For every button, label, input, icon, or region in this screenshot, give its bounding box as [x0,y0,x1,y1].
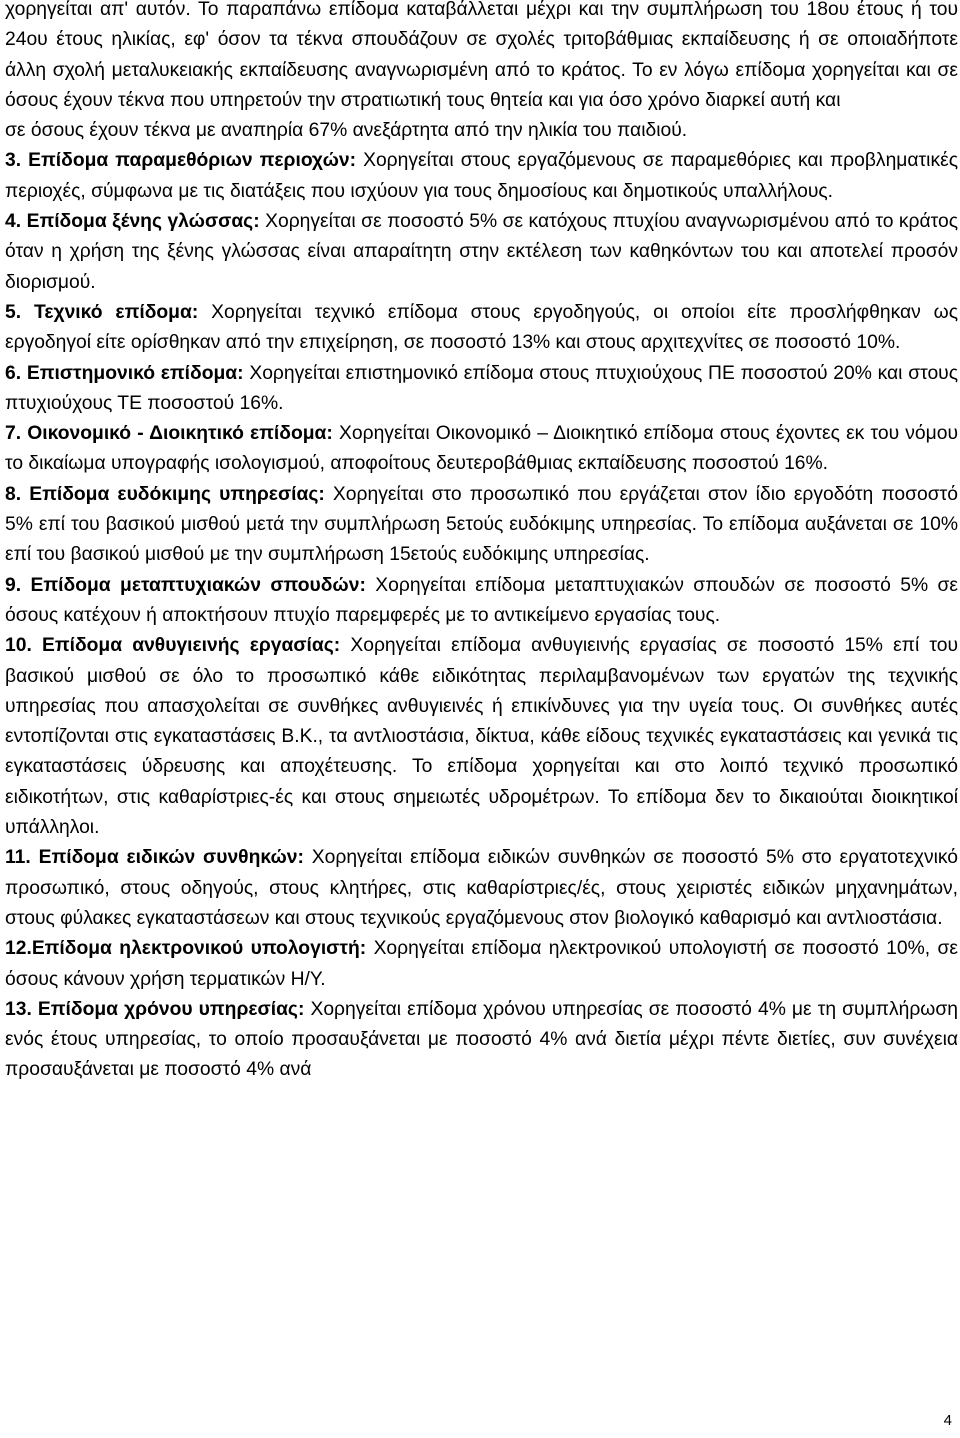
item-term: Επίδομα ξένης γλώσσας: [26,211,260,233]
item-term: Επίδομα ανθυγιεινής εργασίας: [41,635,341,657]
item-text: Χορηγείται Οικονομικό – Διοικητικό επίδομα στους έχοντες εκ του νόμου το δικαίωμα υπογραφής ισολογισμού, αποφοίτους δευτεροβάθμιας εκπαίδευσης ποσοστού 16%. [5,423,959,475]
allowance-item-8 [5,480,958,571]
intro-line: τέκνα που υπηρετούν την στρατιωτική τους θητεία και για όσο χρόνο διαρκεί αυτή και [118,89,841,111]
item-text: Χορηγείται επίδομα ανθυγιεινής εργασίας σε ποσοστό 15% επί του βασικού μισθού σε όλο το προσωπικό κάθε ειδικότητας περιλαμβανομένων των εργατών της τεχνικής υπηρεσίας που απασχολείται σε συνθήκες ανθυγιεινές ή επικίνδυνες για την υγεία τους. Οι συνθήκες αυτές εντοπίζονται στις εγκαταστάσεις Β.Κ., τα αντλιοστάσια, δίκτυα, κάθε είδους τεχνικές εγκαταστάσεις και γενικά τις εγκαταστάσεις ύδρευσης και αποχέτευσης. Το επίδομα χορηγείται και στο λοιπό τεχνικό προσωπικό ειδικοτήτων, στις καθαρίστριες-ές και στους σημειωτές υδρομέτρων. Το επίδομα δεν το δικαιούται διοικητικοί υπάλληλοι. [5,635,959,839]
item-text: Χορηγείται επιστημονικό επίδομα στους πτυχιούχους ΠΕ ποσοστού 20% και στους πτυχιούχους ΤΕ ποσοστού 16%. [5,362,959,414]
item-text: Χορηγείται στο προσωπικό που εργάζεται στον ίδιο εργοδότη ποσοστό 5% επί του βασικού μισθού μετά την συμπλήρωση 5ετούς ευδόκιμης υπηρεσίας. Το επίδομα αυξάνεται σε 10% επί του βασικού μισθού με την συμπλήρωση 15ετούς ευδόκιμης υπηρεσίας. [5,483,959,566]
item-term: Τεχνικό επίδομα: [33,301,199,323]
item-text: Χορηγείται επίδομα ειδικών συνθηκών σε ποσοστό 5% στο εργατοτεχνικό προσωπικό, στους οδηγούς, στους κλητήρες, στις καθαρίστριες/ές, στους χειριστές ειδικών μηχανημάτων, στους φύλακες εγκαταστάσεων και στους τεχνικούς εργαζόμενους στον βιολογικό καθαρισμό και αντλιοστάσια. [5,847,959,929]
allowance-item-11 [5,843,958,934]
allowance-item-4 [5,207,958,298]
item-number: 6. [5,362,22,384]
item-text: Χορηγείται επίδομα μεταπτυχιακών σπουδών σε ποσοστό 5% σε όσους κατέχουν ή αποκτήσουν πτυχίο παρεμφερές με το αντικείμενο εργασίας τους. [5,574,959,626]
item-term: Επίδομα ευδόκιμης υπηρεσίας: [29,483,325,505]
item-term: Επίδομα ηλεκτρονικού υπολογιστή: [31,938,367,960]
item-text: Χορηγείται σε ποσοστό 5% σε κατόχους πτυχίου αναγνωρισμένου από το κράτος όταν η χρήση της ξένης γλώσσας είναι απαραίτητη στην εκτέλεση των καθηκόντων του και αποτελεί προσόν διορισμού. [5,211,959,293]
item-text: Χορηγείται επίδομα χρόνου υπηρεσίας σε ποσοστό 4% με τη συμπλήρωση ενός έτους υπηρεσίας, το οποίο προσαυξάνεται με ποσοστό 4% ανά διετία μέχρι πέντε διετίες, συν συνέχεια προσαυξάνεται με ποσοστό 4% ανά [5,998,958,1081]
item-term: Επίδομα χρόνου υπηρεσίας: [37,998,305,1020]
allowance-item-10 [5,631,958,843]
item-number: 12. [5,938,32,960]
item-number: 3. [5,150,22,172]
intro-line: του 18ου έτους ή του 24ου έτους ηλικίας, εφ' όσον τα τέκνα σπουδάζουν σε σχολές [5,0,958,51]
item-term: Επίδομα παραμεθόριων περιοχών: [28,150,357,172]
item-text: Χορηγείται επίδομα ηλεκτρονικού υπολογιστή σε ποσοστό 10%, σε όσους κάνουν χρήση τερματικών Η/Υ. [5,938,958,990]
allowance-item-13 [5,995,958,1086]
allowance-item-12 [5,934,958,995]
intro-line: τριτοβάθμιας εκπαίδευσης ή σε οποιαδήποτε άλλη σχολή μεταλυκειακής εκπαίδευσης [5,29,958,81]
item-text: Χορηγείται τεχνικό επίδομα στους εργοδηγούς, οι οποίοι είτε προσλήφθηκαν ως εργοδηγοί είτε ορίσθηκαν από την επιχείρηση, σε ποσοστό 13% και στους αρχιτεχνίτες σε ποσοστό 10%. [5,301,958,354]
allowance-item-3 [5,146,958,207]
intro-line: χορηγείται απ' αυτόν. Το παραπάνω επίδομα καταβάλλεται μέχρι και την συμπλήρωση [5,0,763,20]
item-term: Επιστημονικό επίδομα: [26,362,244,384]
item-term: Οικονομικό - Διοικητικό επίδομα: [27,423,333,445]
item-number: 5. [5,301,22,323]
item-number: 4. [5,211,22,233]
item-term: Επίδομα μεταπτυχιακών σπουδών: [30,574,366,596]
item-term: Επίδομα ειδικών συνθηκών: [38,847,304,869]
allowance-item-7 [5,419,958,480]
item-number: 9. [5,574,22,596]
item-number: 13. [5,998,32,1020]
intro-line: αναγνωρισμένη από το κράτος. Το εν λόγω επίδομα χορηγείται και σε όσους έχουν [5,59,958,111]
document-page [5,0,958,1086]
allowance-item-9 [5,571,958,632]
item-number: 8. [5,483,22,505]
item-text: Χορηγείται στους εργαζόμενους σε παραμεθόριες και προβληματικές περιοχές, σύμφωνα με τις διατάξεις που ισχύουν για τους δημοσίους και δημοτικούς υπαλλήλους. [5,150,958,202]
item-number: 10. [5,635,32,657]
intro-last-line: σε όσους έχουν τέκνα με αναπηρία 67% ανεξάρτητα από την ηλικία του παιδιού. [5,120,688,142]
allowance-item-5 [5,298,958,359]
item-number: 11. [5,847,31,869]
allowance-item-6 [5,359,958,420]
item-number: 7. [5,423,22,445]
page-number: 4 [943,1412,952,1429]
intro-paragraph [5,0,958,116]
